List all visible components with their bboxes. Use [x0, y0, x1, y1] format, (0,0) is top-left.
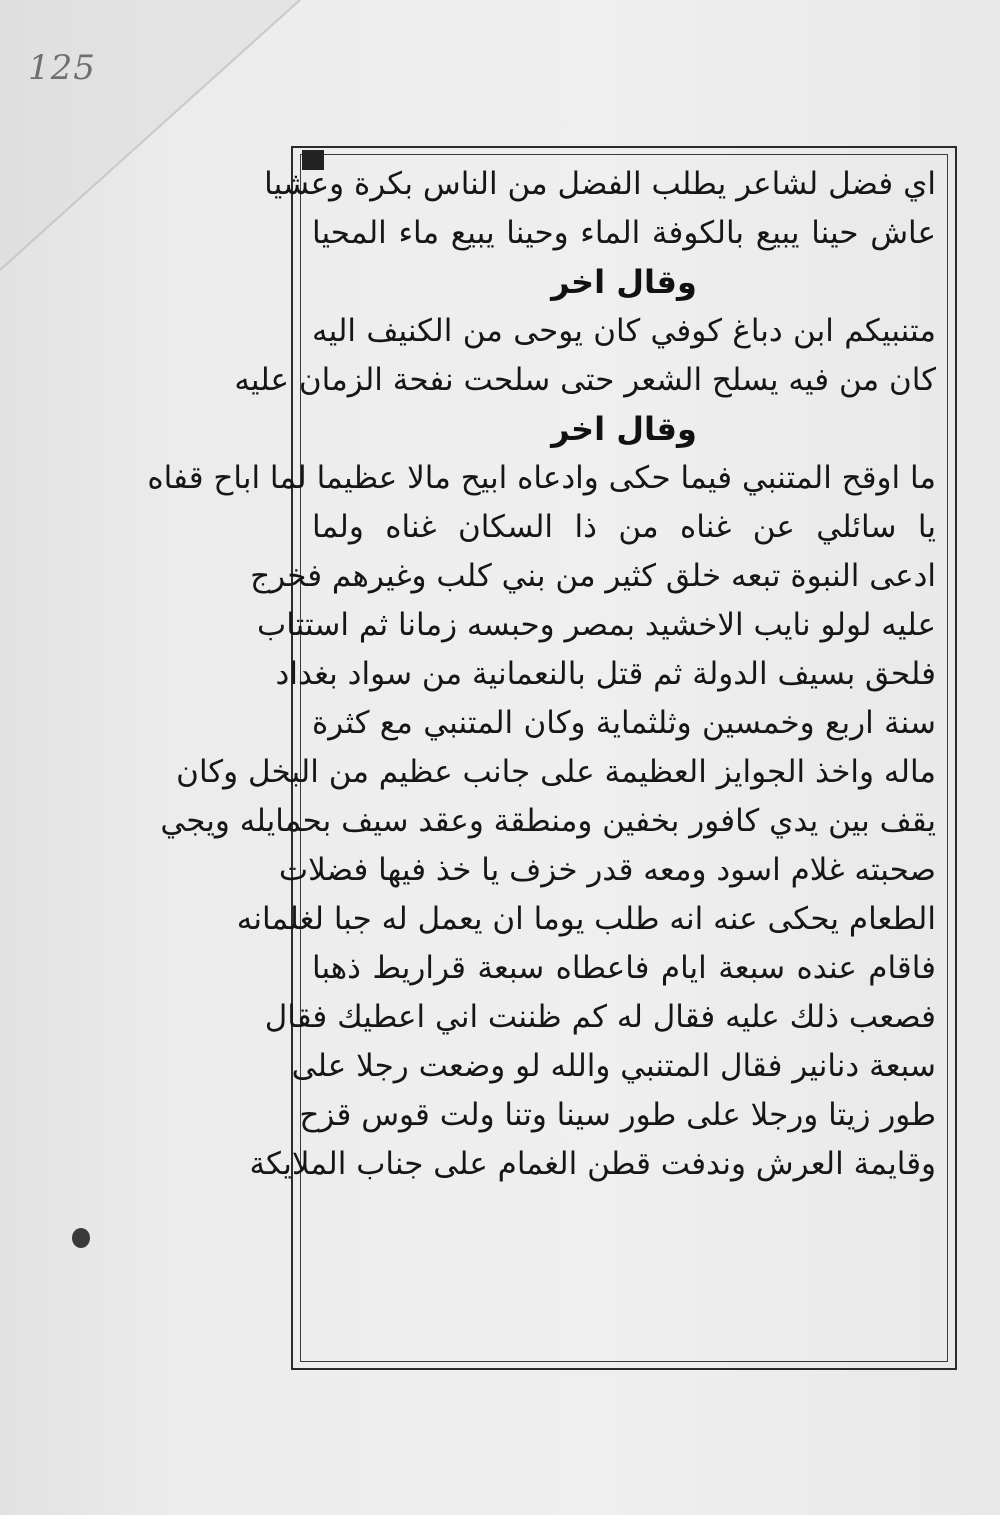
prose-line: طور زيتا ورجلا على طور سينا وتنا ولت قوس قزح: [299, 1097, 936, 1133]
prose-line: صحبته غلام اسود ومعه قدر خزف يا خذ فيها فضلات: [278, 852, 936, 888]
prose-line: وقايمة العرش وندفت قطن الغمام على جناب الملايكة: [249, 1146, 936, 1182]
manuscript-text-block: [147, 160, 942, 1356]
verse-line: كان من فيه يسلح الشعر حتى سلحت نفحة الزمان عليه: [234, 362, 936, 398]
prose-line: فاقام عنده سبعة ايام فاعطاه سبعة قراريط ذهبا: [312, 950, 936, 986]
prose-line: سبعة دنانير فقال المتنبي والله لو وضعت رجلا على: [291, 1048, 936, 1084]
prose-line: فلحق بسيف الدولة ثم قتل بالنعمانية من سواد بغداد: [275, 656, 936, 692]
prose-line: ادعى النبوة تبعه خلق كثير من بني كلب وغيرهم فخرج: [250, 558, 936, 594]
verse-line: ما اوقح المتنبي فيما حكى وادعاه ابيح مالا عظيما لما اباح قفاه: [147, 460, 936, 496]
prose-line: ماله واخذ الجوايز العظيمة على جانب عظيم من البخل وكان: [176, 754, 936, 790]
verse-line: عاش حينا يبيع بالكوفة الماء وحينا يبيع ماء المحيا: [312, 215, 936, 251]
prose-line: الطعام يحكى عنه انه طلب يوما ان يعمل له جبا لغلمانه: [236, 901, 936, 937]
verse-line: متنبيكم ابن دباغ كوفي كان يوحى من الكنيف اليه: [312, 313, 936, 349]
prose-line: عليه لولو نايب الاخشيد بمصر وحبسه زمانا ثم استتاب: [257, 607, 936, 643]
folio-number: 125: [28, 48, 96, 88]
verse-line: اي فضل لشاعر يطلب الفضل من الناس بكرة وعشيا: [264, 166, 936, 202]
section-heading: وقال اخر: [551, 410, 697, 448]
section-heading: وقال اخر: [551, 263, 697, 301]
prose-line: فصعب ذلك عليه فقال له كم ظننت اني اعطيك فقال: [264, 999, 936, 1035]
prose-line: سنة اربع وخمسين وثلثماية وكان المتنبي مع كثرة: [312, 705, 936, 741]
prose-line: يقف بين يدي كافور بخفين ومنطقة وعقد سيف بحمايله ويجي: [160, 803, 936, 839]
verse-line: يا سائلي عن غناه من ذا السكان غناه ولما: [312, 509, 936, 545]
ink-blot: [72, 1228, 90, 1248]
